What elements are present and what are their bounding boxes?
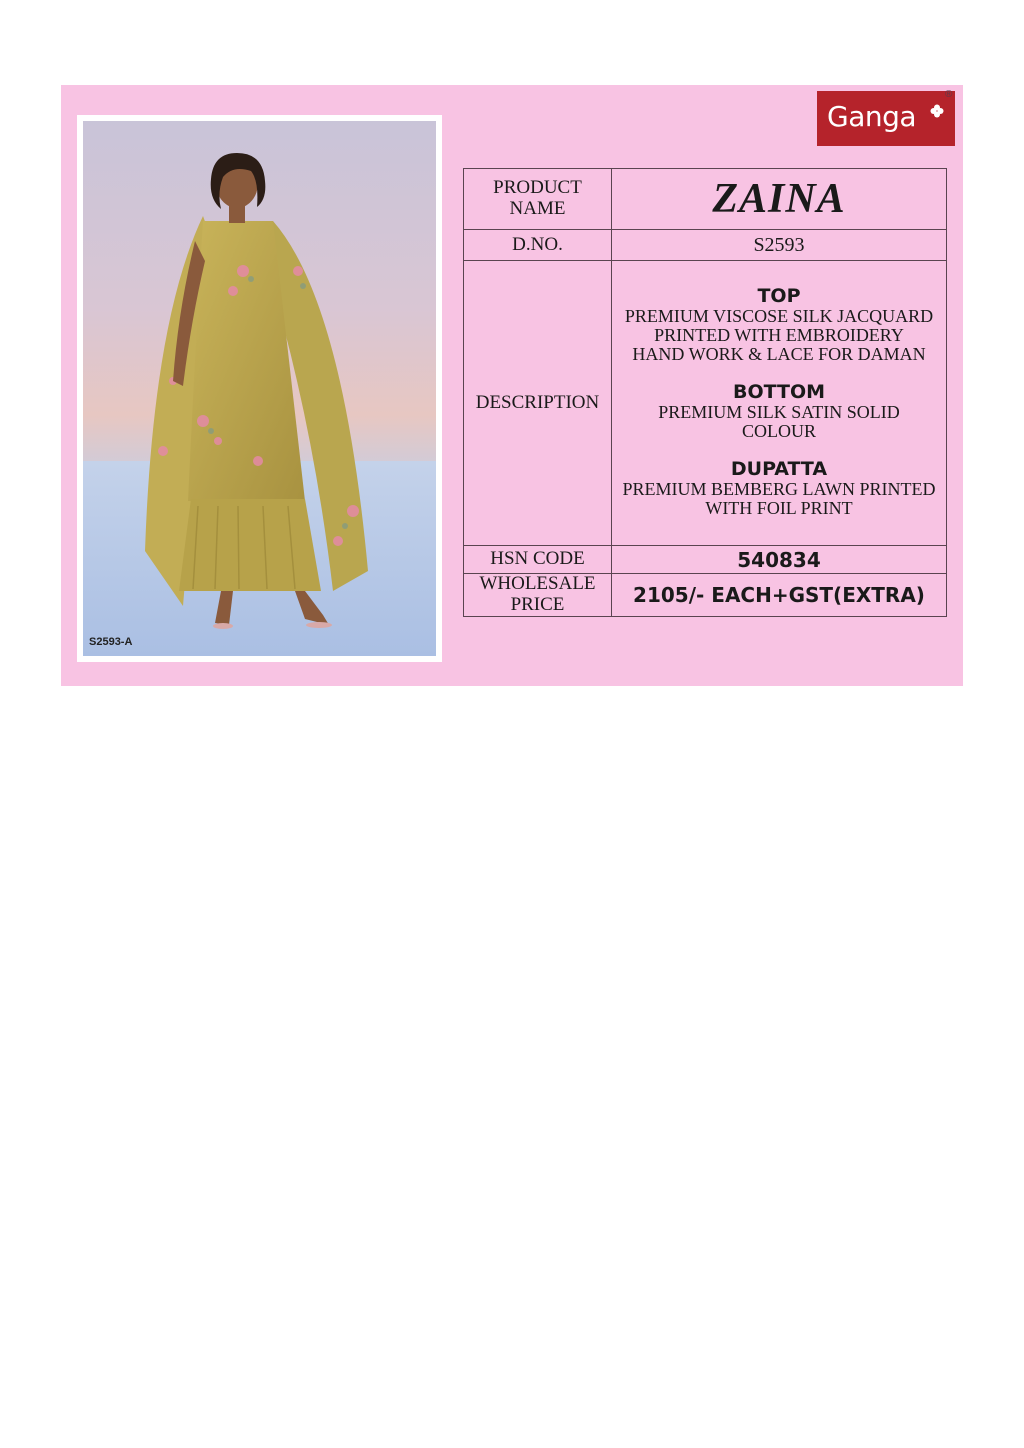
catalog-card	[61, 85, 963, 686]
hsn-code-label: HSN CODE	[464, 546, 612, 574]
row-design-no	[464, 230, 947, 261]
flower-icon	[930, 104, 944, 118]
description-bottom: BOTTOM PREMIUM SILK SATIN SOLID COLOUR	[658, 381, 900, 441]
wholesale-price-label: WHOLESALE PRICE	[464, 574, 612, 617]
row-hsn-code	[464, 546, 947, 574]
description-value	[612, 261, 947, 546]
row-description	[464, 261, 947, 546]
row-wholesale-price	[464, 574, 947, 617]
product-name-label: PRODUCT NAME	[464, 169, 612, 230]
description-top: TOP PREMIUM VISCOSE SILK JACQUARD PRINTED WITH EMBROIDERY HAND WORK & LACE FOR DAMAN	[624, 285, 934, 365]
product-spec-table	[463, 168, 947, 617]
row-product-name	[464, 169, 947, 230]
product-photo	[83, 121, 436, 656]
description-dupatta: DUPATTA PREMIUM BEMBERG LAWN PRINTED WITH FOIL PRINT	[622, 457, 936, 518]
product-photo-frame	[77, 115, 442, 662]
brand-logo-text: Ganga	[827, 100, 917, 133]
product-name-value: ZAINA	[612, 169, 947, 230]
photo-caption: S2593-A	[89, 636, 133, 648]
design-no-label: D.NO.	[464, 230, 612, 261]
design-no-value: S2593	[612, 230, 947, 261]
description-label: DESCRIPTION	[464, 261, 612, 546]
registered-mark: ®	[945, 89, 953, 100]
hsn-code-value: 540834	[612, 546, 947, 574]
brand-logo	[817, 91, 955, 146]
wholesale-price-value: 2105/- EACH+GST(EXTRA)	[612, 574, 947, 617]
